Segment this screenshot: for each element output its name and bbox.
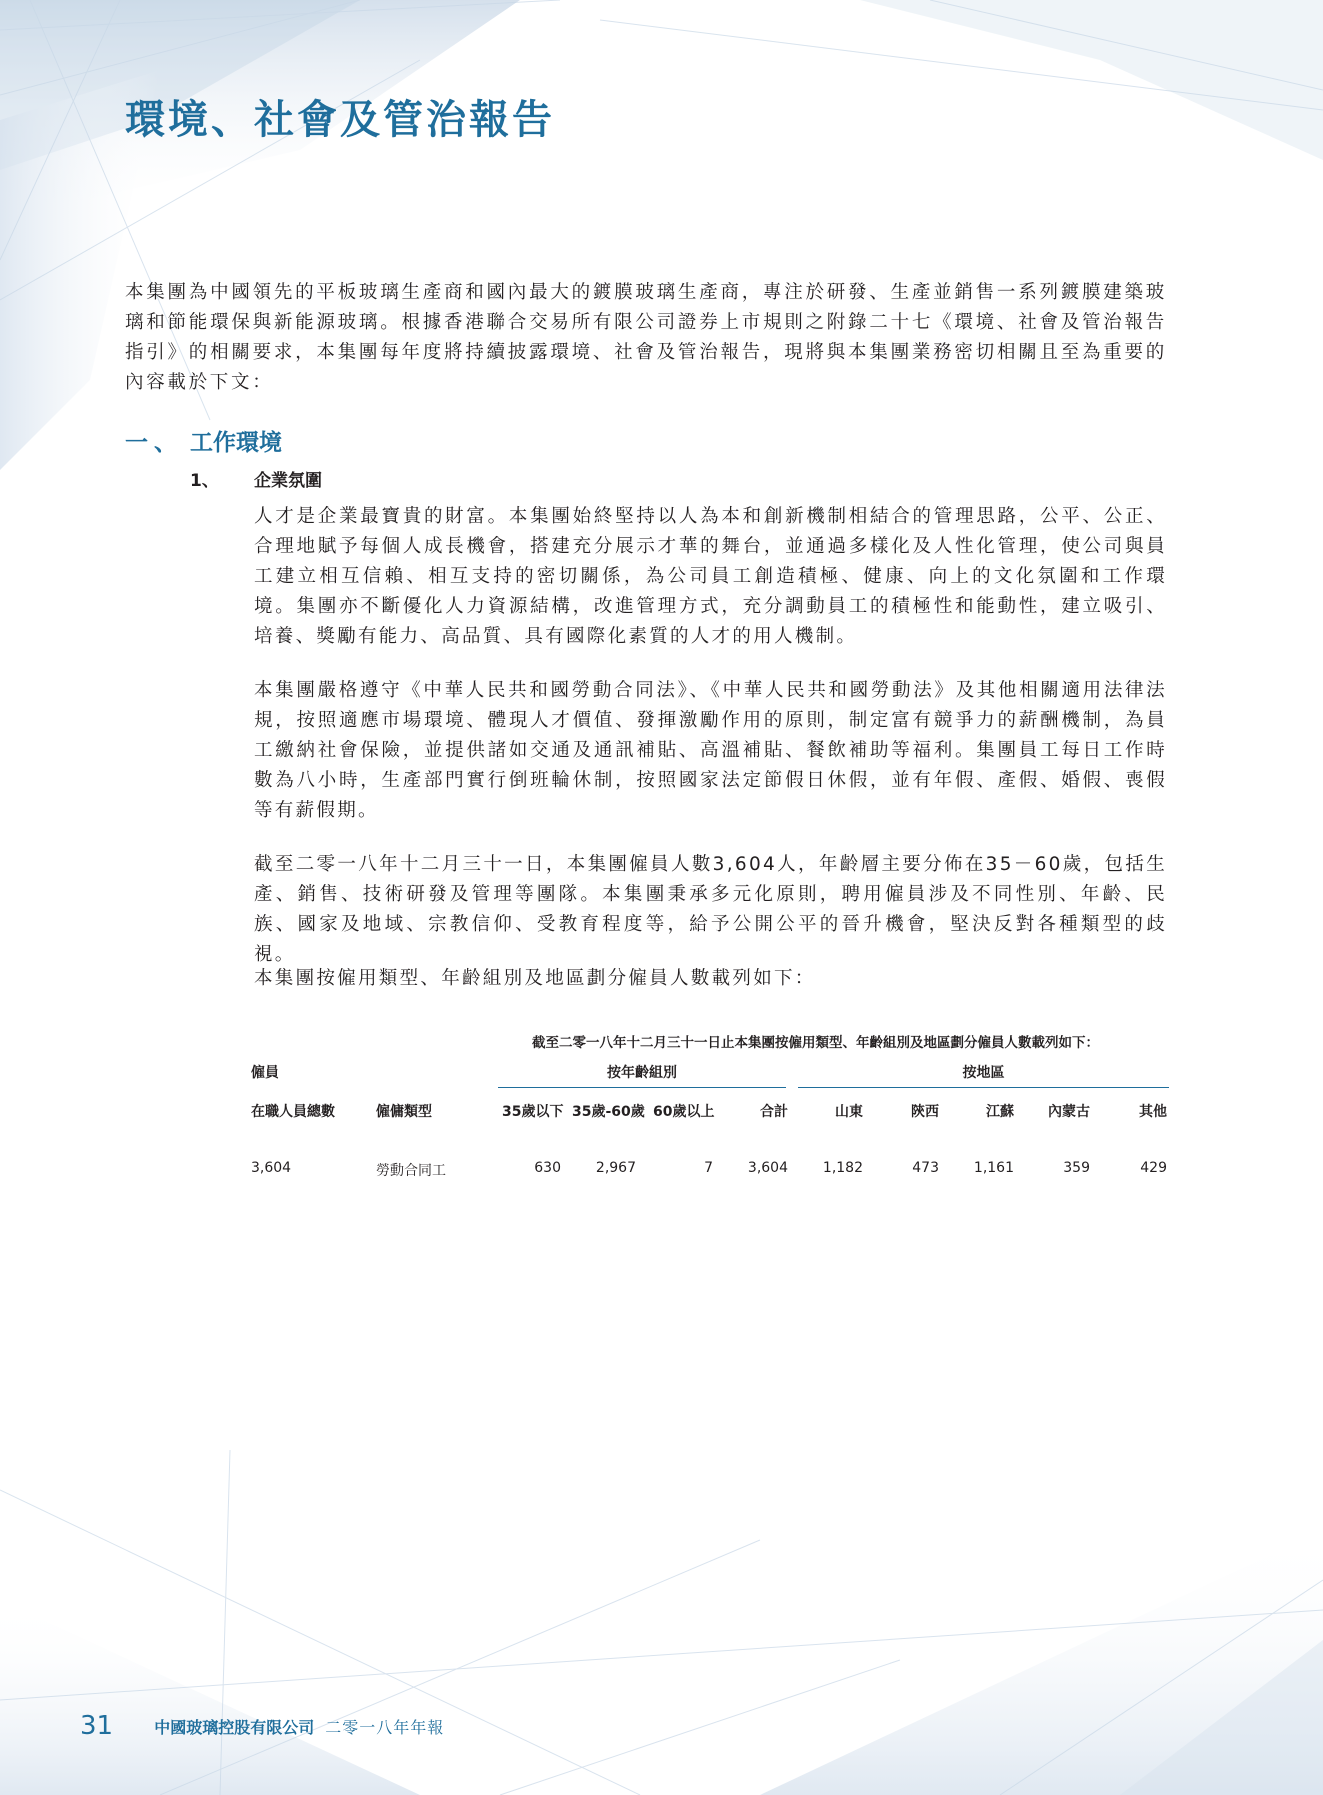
cell-over60: 7 xyxy=(704,1160,713,1176)
cell-shandong: 1,182 xyxy=(822,1160,863,1176)
section-number: 一、 xyxy=(125,430,183,456)
subsection-title: 企業氛圍 xyxy=(254,471,322,491)
cell-shaanxi: 473 xyxy=(912,1160,939,1176)
col-header-shandong: 山東 xyxy=(835,1104,863,1120)
paragraph-headcount: 截至二零一八年十二月三十一日，本集團僱員人數3,604人，年齡層主要分佈在35－60歲，包括生產、銷售、技術研發及管理等團隊。本集團秉承多元化原則，聘用僱員涉及不同性別、年齡、民族、國家及地域、宗教信仰、受教育程度等，給予公開公平的晉升機會，堅決反對各種類型的歧視。 xyxy=(254,854,1167,965)
col-header-inner-mongolia: 內蒙古 xyxy=(1048,1104,1090,1120)
section-title: 工作環境 xyxy=(190,430,282,456)
cell-total: 3,604 xyxy=(251,1160,292,1176)
page-title: 環境、社會及管治報告 xyxy=(125,97,555,143)
subsection-heading xyxy=(190,466,322,491)
col-header-jiangsu: 江蘇 xyxy=(986,1104,1014,1120)
intro-paragraph: 本集團為中國領先的平板玻璃生產商和國內最大的鍍膜玻璃生產商，專注於研發、生產並銷售一系列鍍膜建築玻璃和節能環保與新能源玻璃。根據香港聯合交易所有限公司證券上市規則之附錄二十七《環境、社會及管治報告指引》的相關要求，本集團每年度將持續披露環境、社會及管治報告，現將與本集團業務密切相關且至為重要的內容載於下文： xyxy=(125,282,1167,393)
region-group-rule xyxy=(798,1087,1169,1088)
col-header-others: 其他 xyxy=(1139,1104,1167,1120)
paragraph-compliance: 本集團嚴格遵守《中華人民共和國勞動合同法》、《中華人民共和國勞動法》及其他相關適用法律法規，按照適應市場環境、體現人才價值、發揮激勵作用的原則，制定富有競爭力的薪酬機制，為員工繳納社會保險，並提供諸如交通及通訊補貼、高溫補貼、餐飲補助等福利。集團員工每日工作時數為八小時，生產部門實行倒班輪休制，按照國家法定節假日休假，並有年假、產假、婚假、喪假等有薪假期。 xyxy=(254,680,1167,821)
cell-subtotal: 3,604 xyxy=(747,1160,788,1176)
age-group-label: 按年齡組別 xyxy=(607,1065,677,1081)
col-header-under35: 35歲以下 xyxy=(502,1104,564,1120)
col-header-total: 在職人員總數 xyxy=(251,1104,335,1120)
footer-company-name: 中國玻璃控股有限公司 xyxy=(154,1717,315,1737)
col-header-type: 僱傭類型 xyxy=(376,1104,432,1120)
table-caption: 截至二零一八年十二月三十一日止本集團按僱用類型、年齡組別及地區劃分僱員人數載列如下： xyxy=(532,1035,1099,1051)
employees-group-label: 僱員 xyxy=(251,1065,279,1081)
page-number: 31 xyxy=(80,1711,114,1741)
cell-35-60: 2,967 xyxy=(595,1160,636,1176)
age-group-rule xyxy=(498,1087,786,1088)
cell-inner-mongolia: 359 xyxy=(1063,1160,1090,1176)
cell-jiangsu: 1,161 xyxy=(973,1160,1014,1176)
footer-report-name: 二零一八年年報 xyxy=(325,1717,445,1737)
col-header-over60: 60歲以上 xyxy=(653,1104,715,1120)
col-header-35-60: 35歲-60歲 xyxy=(572,1104,645,1120)
paragraph-table-intro: 本集團按僱用類型、年齡組別及地區劃分僱員人數載列如下： xyxy=(254,968,816,989)
cell-under35: 630 xyxy=(534,1160,561,1176)
region-group-label: 按地區 xyxy=(962,1065,1005,1081)
cell-type: 勞動合同工 xyxy=(376,1163,446,1179)
subsection-number: 1、 xyxy=(190,471,219,491)
paragraph-talent: 人才是企業最寶貴的財富。本集團始終堅持以人為本和創新機制相結合的管理思路，公平、公正、合理地賦予每個人成長機會，搭建充分展示才華的舞台，並通過多樣化及人性化管理，使公司與員工建立相互信賴、相互支持的密切關係，為公司員工創造積極、健康、向上的文化氛圍和工作環境。集團亦不斷優化人力資源結構，改進管理方式，充分調動員工的積極性和能動性，建立吸引、培養、獎勵有能力、高品質、具有國際化素質的人才的用人機制。 xyxy=(254,506,1167,647)
col-header-shaanxi: 陝西 xyxy=(911,1104,939,1120)
col-header-subtotal: 合計 xyxy=(760,1104,788,1120)
page-footer xyxy=(80,1711,444,1741)
cell-others: 429 xyxy=(1140,1160,1167,1176)
section-heading xyxy=(125,424,282,457)
